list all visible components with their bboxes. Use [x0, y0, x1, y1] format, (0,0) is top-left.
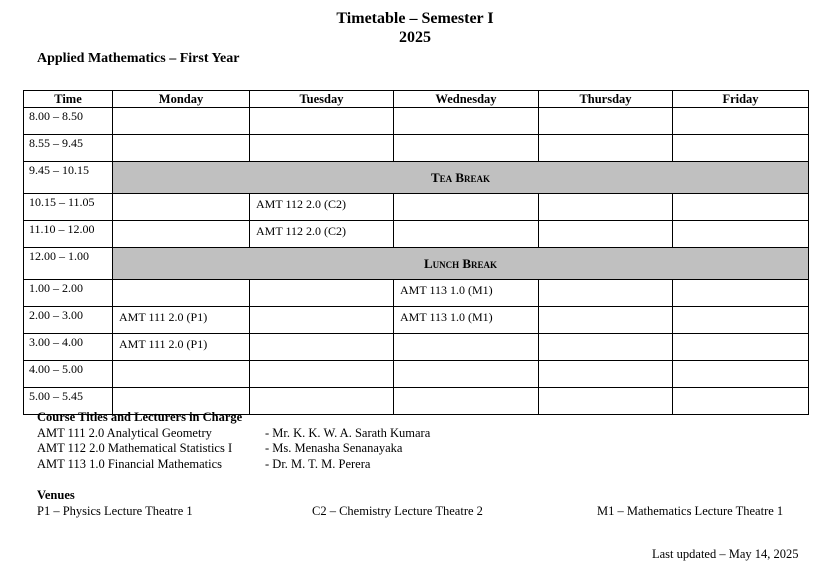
slot-cell [673, 280, 809, 307]
slot-cell [113, 108, 250, 135]
slot-cell [539, 388, 673, 415]
slot-cell [673, 334, 809, 361]
timetable [23, 90, 809, 415]
col-header-wednesday: Wednesday [394, 91, 539, 108]
time-slot: 12.00 – 1.00 [24, 248, 113, 280]
course-item [37, 457, 430, 473]
timetable-header-row [24, 91, 809, 108]
slot-cell [539, 108, 673, 135]
slot-cell [673, 135, 809, 162]
time-slot: 11.10 – 12.00 [24, 221, 113, 248]
course-lecturer: - Ms. Menasha Senanayaka [265, 441, 403, 455]
slot-cell [673, 221, 809, 248]
time-slot: 5.00 – 5.45 [24, 388, 113, 415]
course-title: AMT 113 1.0 Financial Mathematics [37, 456, 223, 471]
slot-cell [539, 221, 673, 248]
slot-cell [673, 194, 809, 221]
slot-cell [250, 334, 394, 361]
slot-cell [113, 280, 250, 307]
col-header-monday: Monday [113, 91, 250, 108]
slot-cell [113, 135, 250, 162]
lunch-break: Lunch Break [113, 248, 809, 280]
program-subtitle: Applied Mathematics – First Year [37, 51, 240, 66]
col-header-thursday: Thursday [539, 91, 673, 108]
slot-cell [394, 194, 539, 221]
tea-break: Tea Break [113, 162, 809, 194]
col-header-tuesday: Tuesday [250, 91, 394, 108]
course-item [37, 426, 430, 442]
time-slot: 10.15 – 11.05 [24, 194, 113, 221]
slot-cell [394, 108, 539, 135]
slot-cell [250, 307, 394, 334]
course-legend [37, 410, 430, 472]
table-row-break [24, 162, 809, 194]
slot-cell [539, 307, 673, 334]
table-row-break [24, 248, 809, 280]
table-row [24, 280, 809, 307]
time-slot: 3.00 – 4.00 [24, 334, 113, 361]
venues-heading: Venues [37, 488, 75, 502]
time-slot: 8.00 – 8.50 [24, 108, 113, 135]
title-year: 2025 [399, 29, 431, 46]
venue-c2: C2 – Chemistry Lecture Theatre 2 [312, 504, 483, 518]
slot-cell: AMT 111 2.0 (P1) [113, 307, 250, 334]
table-row [24, 307, 809, 334]
slot-cell [394, 135, 539, 162]
slot-cell [394, 334, 539, 361]
time-slot: 9.45 – 10.15 [24, 162, 113, 194]
venue-m1: M1 – Mathematics Lecture Theatre 1 [597, 504, 784, 518]
slot-cell [539, 280, 673, 307]
slot-cell: AMT 111 2.0 (P1) [113, 334, 250, 361]
course-lecturer: - Dr. M. T. M. Perera [265, 456, 371, 471]
time-slot: 8.55 – 9.45 [24, 135, 113, 162]
table-row [24, 108, 809, 135]
venue-p1: P1 – Physics Lecture Theatre 1 [37, 504, 193, 518]
slot-cell [539, 334, 673, 361]
slot-cell: AMT 113 1.0 (M1) [394, 307, 539, 334]
slot-cell [673, 307, 809, 334]
slot-cell [394, 221, 539, 248]
table-row [24, 221, 809, 248]
slot-cell [673, 361, 809, 388]
slot-cell [250, 108, 394, 135]
table-row [24, 361, 809, 388]
slot-cell [673, 388, 809, 415]
slot-cell [250, 135, 394, 162]
slot-cell [539, 194, 673, 221]
slot-cell [539, 361, 673, 388]
course-lecturer: - Mr. K. K. W. A. Sarath Kumara [265, 425, 431, 440]
slot-cell [250, 280, 394, 307]
time-slot: 4.00 – 5.00 [24, 361, 113, 388]
slot-cell [539, 135, 673, 162]
course-legend-heading: Course Titles and Lecturers in Charge [37, 410, 243, 424]
slot-cell [673, 108, 809, 135]
time-slot: 1.00 – 2.00 [24, 280, 113, 307]
slot-cell [250, 361, 394, 388]
slot-cell [113, 361, 250, 388]
table-row [24, 194, 809, 221]
slot-cell [113, 221, 250, 248]
course-item [37, 441, 430, 457]
slot-cell: AMT 112 2.0 (C2) [250, 221, 394, 248]
course-title: AMT 112 2.0 Mathematical Statistics I [37, 441, 233, 455]
course-title: AMT 111 2.0 Analytical Geometry [37, 425, 212, 440]
table-row [24, 334, 809, 361]
time-slot: 2.00 – 3.00 [24, 307, 113, 334]
slot-cell: AMT 113 1.0 (M1) [394, 280, 539, 307]
table-row [24, 135, 809, 162]
col-header-friday: Friday [673, 91, 809, 108]
page-title [0, 9, 820, 47]
title-text: Timetable – Semester I [336, 10, 494, 27]
slot-cell [113, 194, 250, 221]
last-updated: Last updated – May 14, 2025 [652, 547, 799, 561]
col-header-time: Time [24, 91, 113, 108]
slot-cell [394, 361, 539, 388]
slot-cell: AMT 112 2.0 (C2) [250, 194, 394, 221]
